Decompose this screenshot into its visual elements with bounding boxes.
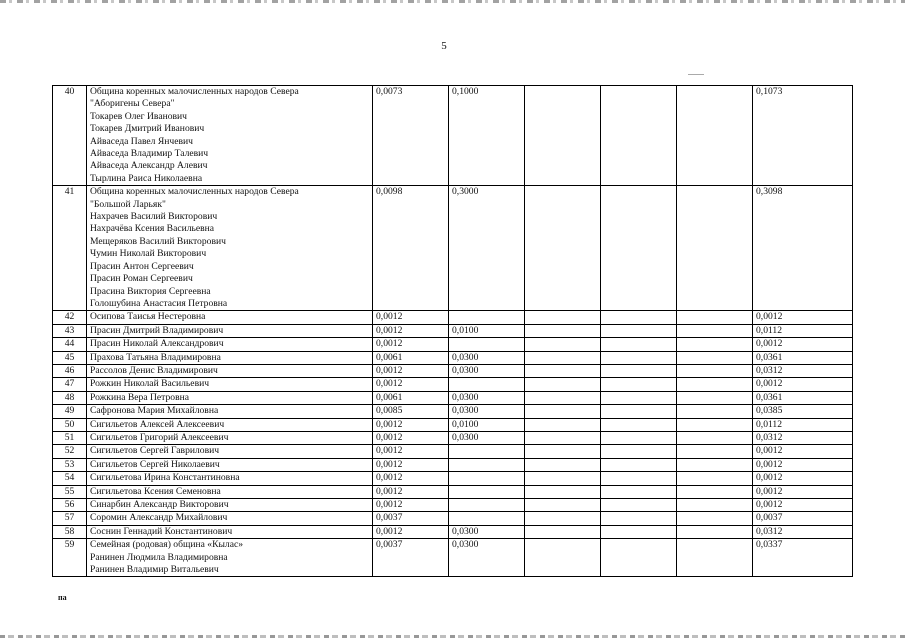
holder-name-line: Община коренных малочисленных народов Севера [90,86,299,97]
holder-name-cell [87,485,373,498]
holder-name-cell [87,539,373,577]
value-cell-v4 [601,445,677,458]
value-cell-v3 [525,418,601,431]
holder-name-line: Нахрачев Василий Викторович [90,211,218,223]
value-cell-v3 [525,364,601,377]
holder-name-line: Рожкина Вера Петровна [90,391,189,403]
holder-name-line: Ранинен Людмила Владимировна [90,551,228,563]
holder-name-line: Прасина Виктория Сергеевна [90,285,211,297]
holder-name-cell [87,311,373,324]
value-cell-v2: 0,0100 [449,324,525,337]
value-cell-v4 [601,472,677,485]
total-cell: 0,0385 [753,405,853,418]
value-cell-v4 [601,418,677,431]
value-cell-v5 [677,405,753,418]
row-number: 44 [53,338,87,351]
holder-name-cell [87,445,373,458]
holder-name-line: Айваседа Владимир Талевич [90,148,209,160]
holder-name-line: Тырлина Раиса Николаевна [90,172,203,184]
scan-edge-bottom [0,635,905,638]
holder-name-line: Мещеряков Василий Викторович [90,235,226,247]
value-cell-v5 [677,391,753,404]
total-cell: 0,3098 [753,186,853,311]
value-cell-v1: 0,0012 [373,338,449,351]
value-cell-v4 [601,539,677,577]
total-cell: 0,0312 [753,364,853,377]
value-cell-v2 [449,485,525,498]
total-cell: 0,0037 [753,512,853,525]
table-row [53,364,853,377]
holder-name-cell [87,86,373,186]
table-row [53,391,853,404]
holder-name-line: Сигильетов Сергей Гаврилович [90,445,220,457]
value-cell-v1: 0,0012 [373,525,449,538]
value-cell-v3 [525,351,601,364]
holder-name-cell [87,338,373,351]
value-cell-v4 [601,485,677,498]
holder-name-line: "Большой Ларьяк" [90,198,166,210]
value-cell-v4 [601,391,677,404]
table-row [53,186,853,311]
row-number: 52 [53,445,87,458]
total-cell: 0,0012 [753,485,853,498]
holder-name-cell [87,458,373,471]
value-cell-v1: 0,0098 [373,186,449,311]
value-cell-v4 [601,186,677,311]
value-cell-v1: 0,0061 [373,391,449,404]
holder-name-cell [87,324,373,337]
value-cell-v2: 0,0300 [449,405,525,418]
value-cell-v1: 0,0061 [373,351,449,364]
table-row [53,445,853,458]
value-cell-v1: 0,0012 [373,499,449,512]
holder-name-line: Рассолов Денис Владимирович [90,364,218,376]
value-cell-v4 [601,378,677,391]
holder-name-line: Рожкин Николай Васильевич [90,378,210,390]
value-cell-v1: 0,0012 [373,324,449,337]
table-row [53,311,853,324]
value-cell-v1: 0,0012 [373,418,449,431]
holder-name-line: Община коренных малочисленных народов Севера [90,186,299,198]
row-number: 42 [53,311,87,324]
value-cell-v5 [677,324,753,337]
value-cell-v4 [601,499,677,512]
value-cell-v5 [677,364,753,377]
value-cell-v1: 0,0012 [373,378,449,391]
holder-name-line: Прасин Роман Сергеевич [90,273,193,285]
value-cell-v3 [525,539,601,577]
value-cell-v5 [677,525,753,538]
value-cell-v5 [677,311,753,324]
value-cell-v2: 0,0300 [449,539,525,577]
table-row [53,512,853,525]
value-cell-v1: 0,0012 [373,485,449,498]
value-cell-v5 [677,539,753,577]
value-cell-v5 [677,186,753,311]
value-cell-v4 [601,324,677,337]
value-cell-v1: 0,0012 [373,311,449,324]
row-number: 46 [53,364,87,377]
holder-name-line: Соромин Александр Михайлович [90,512,228,524]
row-number: 40 [53,86,87,186]
holder-name-line: Осипова Таисья Нестеровна [90,311,206,323]
value-cell-v1: 0,0012 [373,472,449,485]
value-cell-v2 [449,472,525,485]
table-row [53,485,853,498]
holder-name-cell [87,391,373,404]
value-cell-v5 [677,445,753,458]
value-cell-v3 [525,512,601,525]
holder-name-cell [87,431,373,444]
value-cell-v2 [449,499,525,512]
holder-name-line: Сигильетов Алексей Алексеевич [90,418,225,430]
holder-name-cell [87,364,373,377]
total-cell: 0,0012 [753,472,853,485]
holder-name-cell [87,499,373,512]
total-cell: 0,0361 [753,351,853,364]
table-row [53,472,853,485]
holder-name-line: Нахрачёва Ксения Васильевна [90,223,215,235]
row-number: 54 [53,472,87,485]
value-cell-v5 [677,86,753,186]
value-cell-v1: 0,0012 [373,458,449,471]
holder-name-cell [87,512,373,525]
value-cell-v2 [449,445,525,458]
table-row [53,338,853,351]
row-number: 41 [53,186,87,311]
holder-name-line: Ранинен Владимир Витальевич [90,564,219,576]
value-cell-v2 [449,311,525,324]
holder-name-line: Чумин Николай Викторович [90,248,207,260]
table-row [53,499,853,512]
value-cell-v2: 0,0100 [449,418,525,431]
value-cell-v1: 0,0012 [373,431,449,444]
row-number: 50 [53,418,87,431]
holder-name-line: Токарев Дмитрий Иванович [90,123,205,135]
value-cell-v1: 0,0037 [373,512,449,525]
total-cell: 0,0012 [753,458,853,471]
row-number: 55 [53,485,87,498]
value-cell-v3 [525,311,601,324]
value-cell-v1: 0,0073 [373,86,449,186]
value-cell-v3 [525,338,601,351]
value-cell-v2 [449,458,525,471]
total-cell: 0,0012 [753,445,853,458]
value-cell-v2: 0,0300 [449,391,525,404]
value-cell-v4 [601,405,677,418]
total-cell: 0,0312 [753,431,853,444]
registry-table [52,85,853,577]
total-cell: 0,1073 [753,86,853,186]
holder-name-cell [87,525,373,538]
value-cell-v3 [525,378,601,391]
value-cell-v5 [677,458,753,471]
total-cell: 0,0361 [753,391,853,404]
value-cell-v3 [525,86,601,186]
value-cell-v5 [677,418,753,431]
holder-name-line: Сигильетов Сергей Николаевич [90,458,220,470]
table-row [53,324,853,337]
value-cell-v3 [525,391,601,404]
row-number: 45 [53,351,87,364]
table-row [53,378,853,391]
value-cell-v1: 0,0012 [373,364,449,377]
value-cell-v5 [677,499,753,512]
total-cell: 0,0012 [753,311,853,324]
holder-name-line: Голошубина Анастасия Петровна [90,297,228,309]
value-cell-v2: 0,3000 [449,186,525,311]
holder-name-cell [87,418,373,431]
table-row [53,351,853,364]
value-cell-v3 [525,445,601,458]
holder-name-line: Айваседа Павел Янчевич [90,135,193,147]
holder-name-cell [87,405,373,418]
holder-name-cell [87,472,373,485]
holder-name-line: Айваседа Александр Алевич [90,160,208,172]
holder-name-line: Семейная (родовая) община «Кылас» [90,539,244,551]
value-cell-v5 [677,431,753,444]
value-cell-v5 [677,351,753,364]
value-cell-v2: 0,0300 [449,364,525,377]
table-row [53,418,853,431]
row-number: 48 [53,391,87,404]
value-cell-v4 [601,351,677,364]
value-cell-v4 [601,525,677,538]
total-cell: 0,0012 [753,499,853,512]
value-cell-v2: 0,0300 [449,351,525,364]
value-cell-v1: 0,0012 [373,445,449,458]
holder-name-line: Прахова Татьяна Владимировна [90,351,221,363]
value-cell-v4 [601,431,677,444]
holder-name-line: Сигильетова Ксения Семеновна [90,485,221,497]
page-number: 5 [441,40,447,52]
value-cell-v3 [525,525,601,538]
row-number: 58 [53,525,87,538]
value-cell-v3 [525,431,601,444]
value-cell-v2 [449,378,525,391]
value-cell-v5 [677,512,753,525]
holder-name-line: Соснин Геннадий Константинович [90,525,233,537]
table-row [53,86,853,186]
scan-mark [688,74,704,75]
scan-edge-top [0,0,905,3]
total-cell: 0,0112 [753,324,853,337]
value-cell-v4 [601,311,677,324]
table-row [53,431,853,444]
value-cell-v3 [525,405,601,418]
value-cell-v3 [525,499,601,512]
value-cell-v3 [525,458,601,471]
holder-name-line: Сафронова Мария Михайловна [90,405,219,417]
value-cell-v4 [601,364,677,377]
row-number: 51 [53,431,87,444]
value-cell-v3 [525,485,601,498]
value-cell-v5 [677,485,753,498]
holder-name-line: Прасин Антон Сергеевич [90,260,194,272]
holder-name-cell [87,378,373,391]
table-row [53,525,853,538]
holder-name-line: Прасин Николай Александрович [90,338,224,350]
value-cell-v4 [601,458,677,471]
total-cell: 0,0012 [753,378,853,391]
value-cell-v2: 0,0300 [449,525,525,538]
value-cell-v2 [449,512,525,525]
value-cell-v2: 0,0300 [449,431,525,444]
holder-name-line: Сигильетова Ирина Константиновна [90,472,240,484]
table-row [53,539,853,577]
value-cell-v3 [525,472,601,485]
value-cell-v3 [525,186,601,311]
table-row [53,405,853,418]
value-cell-v3 [525,324,601,337]
row-number: 56 [53,499,87,512]
row-number: 49 [53,405,87,418]
holder-name-line: Сигильетов Григорий Алексеевич [90,431,229,443]
value-cell-v4 [601,86,677,186]
registry-table-body [53,86,853,577]
row-number: 43 [53,324,87,337]
holder-name-cell [87,186,373,311]
value-cell-v4 [601,512,677,525]
value-cell-v1: 0,0085 [373,405,449,418]
row-number: 47 [53,378,87,391]
row-number: 53 [53,458,87,471]
holder-name-line: Синарбин Александр Викторович [90,499,229,510]
value-cell-v5 [677,472,753,485]
value-cell-v1: 0,0037 [373,539,449,577]
holder-name-line: Токарев Олег Иванович [90,110,188,122]
holder-name-line: "Аборигены Севера" [90,98,175,110]
value-cell-v2: 0,1000 [449,86,525,186]
total-cell: 0,0112 [753,418,853,431]
value-cell-v4 [601,338,677,351]
value-cell-v5 [677,338,753,351]
total-cell: 0,0337 [753,539,853,577]
value-cell-v2 [449,338,525,351]
holder-name-line: Прасин Дмитрий Владимирович [90,324,224,336]
total-cell: 0,0312 [753,525,853,538]
value-cell-v5 [677,378,753,391]
row-number: 59 [53,539,87,577]
footer-mark: па [58,593,67,602]
table-row [53,458,853,471]
row-number: 57 [53,512,87,525]
total-cell: 0,0012 [753,338,853,351]
holder-name-cell [87,351,373,364]
